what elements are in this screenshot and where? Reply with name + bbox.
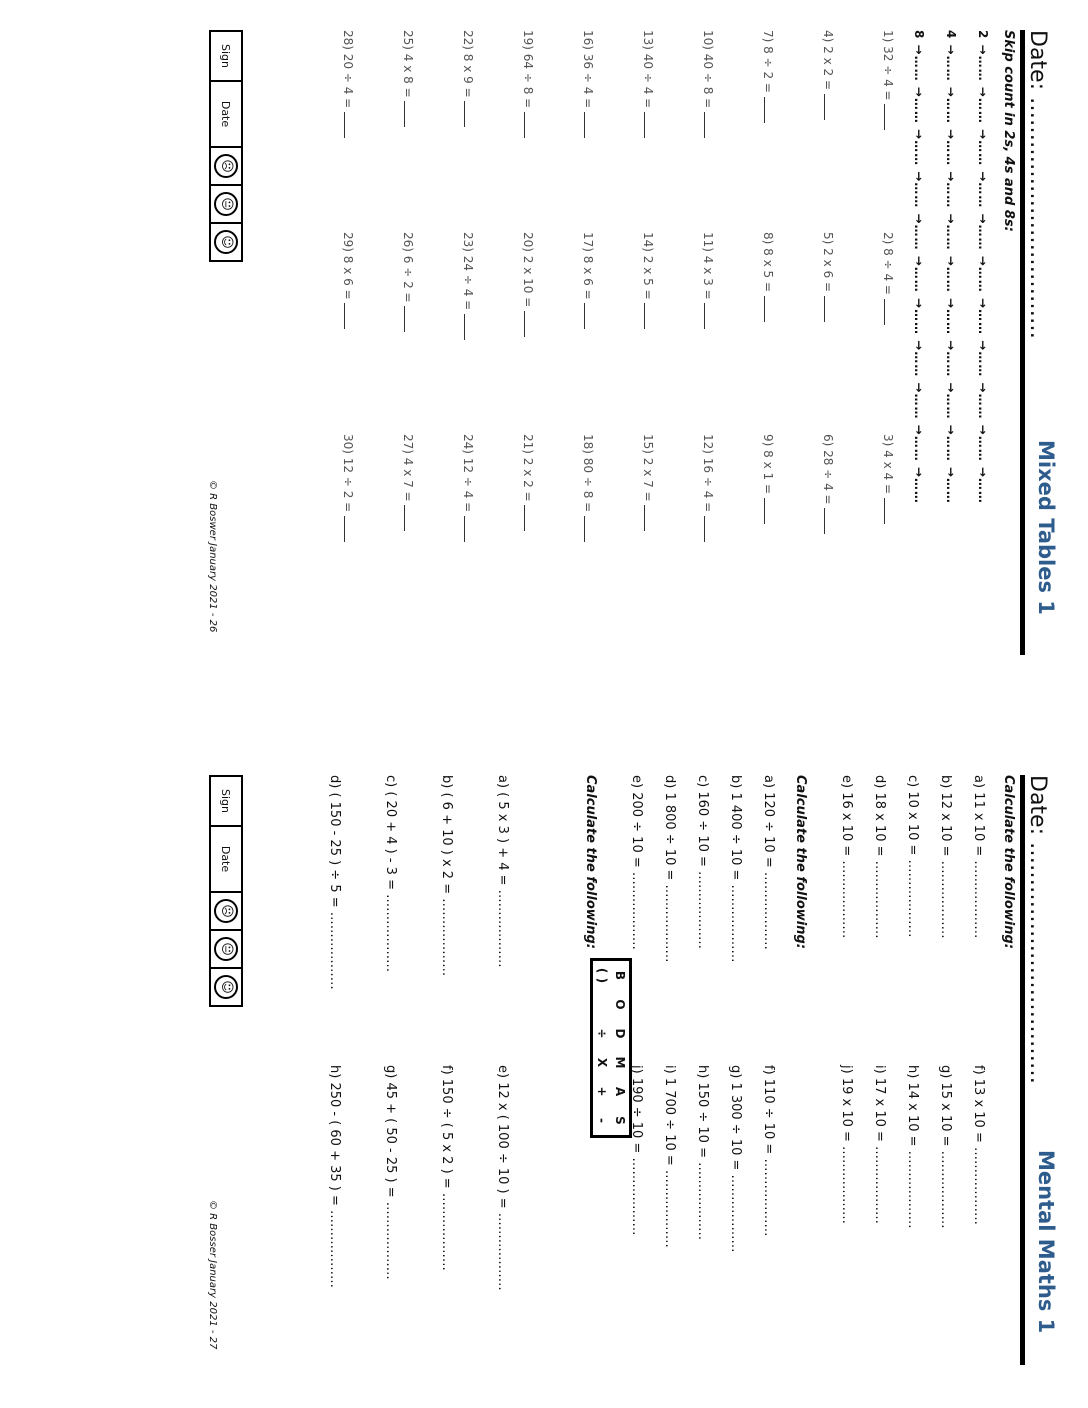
question <box>872 775 887 939</box>
left-date-label: Date: …………………………… <box>1025 30 1050 339</box>
answer-line[interactable] <box>704 112 716 138</box>
question <box>439 1065 454 1271</box>
question-text: 14) 2 x 5 = <box>641 232 655 300</box>
answer-line[interactable] <box>584 516 596 542</box>
question <box>383 775 398 972</box>
question-text: 13) 40 ÷ 4 = <box>641 30 655 109</box>
question <box>461 232 476 340</box>
bodmas-op: ÷ <box>595 1028 609 1039</box>
happy-face-icon[interactable]: ☺ <box>210 223 242 261</box>
question-text: 4) 2 x 2 = <box>821 30 835 90</box>
bodmas-letters <box>611 960 631 1137</box>
question <box>641 434 656 531</box>
question <box>761 232 776 322</box>
question <box>641 232 656 329</box>
question <box>521 30 536 138</box>
question <box>581 232 596 329</box>
section2-heading: Calculate the following: <box>793 775 808 949</box>
question <box>761 434 776 524</box>
question-text: 12) 16 ÷ 4 = <box>701 434 715 513</box>
question <box>701 30 716 138</box>
bodmas-letter: M <box>613 1056 627 1069</box>
question-text: 22) 8 x 9 = <box>461 30 475 98</box>
question-text: c) 10 x 10 = ……………… <box>905 775 920 938</box>
question <box>938 1065 953 1229</box>
question <box>401 30 416 127</box>
question-text: h) 14 x 10 = ……………… <box>905 1065 920 1229</box>
question-text: f) 13 x 10 = ……………… <box>971 1065 986 1225</box>
question <box>662 775 677 963</box>
answer-line[interactable] <box>764 296 776 322</box>
question <box>461 30 476 127</box>
question <box>461 434 476 542</box>
answer-line[interactable] <box>884 104 896 130</box>
right-date-label: Date: …………………………… <box>1025 775 1050 1084</box>
question-text: f) 110 ÷ 10 = ……………… <box>761 1065 776 1237</box>
question-text: g) 15 x 10 = ……………… <box>938 1065 953 1229</box>
neutral-face-icon[interactable]: 😐 <box>210 185 242 223</box>
question <box>401 232 416 332</box>
bodmas-op: + <box>595 1086 609 1097</box>
question-text: d) 1 800 ÷ 10 = ……………… <box>662 775 677 963</box>
question-text: i) 17 x 10 = ……………… <box>872 1065 887 1225</box>
question-text: 1) 32 ÷ 4 = <box>881 30 895 101</box>
question-text: 30) 12 ÷ 2 = <box>341 434 355 513</box>
question-text: 29) 8 x 6 = <box>341 232 355 300</box>
question <box>341 434 356 542</box>
question-text: c) ( 20 + 4 ) - 3 = ……………… <box>383 775 398 973</box>
question <box>641 30 656 138</box>
left-page-title: Mixed Tables 1 <box>1034 440 1058 615</box>
answer-line[interactable] <box>884 299 896 325</box>
question <box>327 1065 342 1288</box>
question <box>695 1065 710 1240</box>
question-text: i) 1 700 ÷ 10 = ……………… <box>662 1065 677 1248</box>
bodmas-op: X <box>595 1057 609 1068</box>
question <box>821 434 836 534</box>
answer-line[interactable] <box>524 505 536 531</box>
section3-heading: Calculate the following: <box>583 775 598 949</box>
date-cell: Date <box>210 826 242 892</box>
question <box>839 1065 854 1224</box>
question-text: j) 19 x 10 = ……………… <box>839 1065 854 1225</box>
answer-line[interactable] <box>824 94 836 120</box>
question-text: 20) 2 x 10 = <box>521 232 535 308</box>
bodmas-letter: D <box>613 1028 627 1039</box>
sad-face-icon[interactable]: ☹ <box>210 147 242 185</box>
question <box>938 775 953 939</box>
question-text: 15) 2 x 7 = <box>641 434 655 502</box>
question <box>383 1065 398 1280</box>
skip-arrows: →…… →…… →…… →…… →…… →…… →…… →…… →…… →…… →…… <box>912 44 926 504</box>
skip-start: 4 <box>944 30 958 40</box>
left-footer: © R Boswer January 2021 - 26 <box>207 480 218 633</box>
answer-line[interactable] <box>464 101 476 127</box>
question <box>761 775 776 950</box>
question-text: c) 160 ÷ 10 = ……………… <box>695 775 710 950</box>
question-text: a) ( 5 x 3 ) + 4 = ……………… <box>495 775 510 968</box>
question-text: 17) 8 x 6 = <box>581 232 595 300</box>
question <box>971 1065 986 1225</box>
question <box>341 30 356 138</box>
bodmas-letter: S <box>613 1116 627 1125</box>
skip-start: 2 <box>976 30 990 40</box>
question-text: 9) 8 x 1 = <box>761 434 775 494</box>
question <box>872 1065 887 1224</box>
question <box>839 775 854 938</box>
bodmas-op: - <box>595 1118 609 1123</box>
skip-arrows: →…… →…… →…… →…… →…… →…… →…… →…… →…… →…… →…… <box>976 44 990 504</box>
question-text: 21) 2 x 2 = <box>521 434 535 502</box>
question <box>821 30 836 120</box>
answer-line[interactable] <box>524 311 536 337</box>
neutral-face-icon[interactable]: 😐 <box>210 930 242 968</box>
question <box>521 434 536 531</box>
question <box>971 775 986 938</box>
question <box>581 30 596 138</box>
question <box>629 775 644 950</box>
bodmas-op <box>592 990 612 1019</box>
question-text: a) 120 ÷ 10 = ……………… <box>761 775 776 950</box>
question-text: 2) 8 ÷ 4 = <box>881 232 895 295</box>
skip-start: 8 <box>912 30 926 40</box>
question-text: 28) 20 ÷ 4 = <box>341 30 355 109</box>
date-cell: Date <box>210 81 242 147</box>
question-text: b) 12 x 10 = ……………… <box>938 775 953 939</box>
question-text: 26) 6 ÷ 2 = <box>401 232 415 303</box>
left-instruction: Skip count in 2s, 4s and 8s: <box>1001 30 1016 232</box>
sign-cell: Sign <box>210 776 242 826</box>
question-text: 27) 4 x 7 = <box>401 434 415 502</box>
answer-line[interactable] <box>764 97 776 123</box>
question <box>701 232 716 329</box>
question <box>662 1065 677 1248</box>
question <box>761 1065 776 1236</box>
question-text: e) 12 x ( 100 ÷ 10 ) = ……………… <box>495 1065 510 1291</box>
answer-line[interactable] <box>644 303 656 329</box>
question-text: g) 1 300 ÷ 10 = ……………… <box>728 1065 743 1253</box>
answer-line[interactable] <box>584 303 596 329</box>
question-text: 6) 28 ÷ 4 = <box>821 434 835 505</box>
right-footer: © R Bosser January 2021 - 27 <box>207 1200 218 1350</box>
right-page-title: Mental Maths 1 <box>1034 1150 1058 1334</box>
question <box>761 30 776 123</box>
right-sign-box <box>209 775 243 1007</box>
question-text: h) 250 - ( 60 + 35 ) = ……………… <box>327 1065 342 1289</box>
answer-line[interactable] <box>344 516 356 542</box>
sign-cell: Sign <box>210 31 242 81</box>
question-text: b) 1 400 ÷ 10 = ……………… <box>728 775 743 963</box>
question-text: b) ( 6 + 10 ) x 2 = ……………… <box>439 775 454 977</box>
question-text: d) 18 x 10 = ……………… <box>872 775 887 939</box>
question <box>701 434 716 542</box>
bodmas-box <box>590 958 632 1138</box>
question <box>728 1065 743 1253</box>
question <box>581 434 596 542</box>
question-text: 5) 2 x 6 = <box>821 232 835 292</box>
question-text: e) 16 x 10 = ……………… <box>839 775 854 939</box>
question <box>728 775 743 963</box>
question-text: 24) 12 ÷ 4 = <box>461 434 475 513</box>
answer-line[interactable] <box>404 306 416 332</box>
left-sign-box <box>209 30 243 262</box>
question-text: f) 150 ÷ ( 5 x 2 ) = ……………… <box>439 1065 454 1271</box>
question <box>439 775 454 976</box>
answer-line[interactable] <box>464 516 476 542</box>
question <box>821 232 836 322</box>
bodmas-letter: B <box>613 970 627 981</box>
answer-line[interactable] <box>704 516 716 542</box>
answer-line[interactable] <box>464 314 476 340</box>
happy-face-icon[interactable]: ☺ <box>210 968 242 1006</box>
question-text: 25) 4 x 8 = <box>401 30 415 98</box>
question-text: d) ( 150 - 25 ) ÷ 5 = ……………… <box>327 775 342 990</box>
answer-line[interactable] <box>644 505 656 531</box>
answer-line[interactable] <box>704 303 716 329</box>
question-text: 18) 80 ÷ 8 = <box>581 434 595 513</box>
question <box>881 232 896 325</box>
question-text: a) 11 x 10 = ……………… <box>971 775 986 939</box>
question-text: 10) 40 ÷ 8 = <box>701 30 715 109</box>
section1-heading: Calculate the following: <box>1001 775 1016 949</box>
question-text: h) 150 ÷ 10 = ……………… <box>695 1065 710 1241</box>
answer-line[interactable] <box>404 505 416 531</box>
answer-line[interactable] <box>884 498 896 524</box>
question-text: 11) 4 x 3 = <box>701 232 715 300</box>
bodmas-op: ( ) <box>595 967 609 984</box>
bodmas-letter: O <box>613 999 627 1010</box>
skip-row-4 <box>944 30 958 504</box>
answer-line[interactable] <box>824 296 836 322</box>
answer-line[interactable] <box>584 112 596 138</box>
question <box>881 30 896 130</box>
question <box>341 232 356 329</box>
answer-line[interactable] <box>344 303 356 329</box>
bodmas-letter: A <box>613 1086 627 1097</box>
question <box>521 232 536 337</box>
question <box>881 434 896 524</box>
question <box>495 775 510 968</box>
right-title-rule <box>1020 775 1025 1365</box>
answer-line[interactable] <box>344 112 356 138</box>
answer-line[interactable] <box>824 508 836 534</box>
question-text: 19) 64 ÷ 8 = <box>521 30 535 109</box>
question-text: 23) 24 ÷ 4 = <box>461 232 475 311</box>
question-text: g) 45 + ( 50 - 25 ) = ……………… <box>383 1065 398 1280</box>
question-text: 3) 4 x 4 = <box>881 434 895 494</box>
question-text: 7) 8 ÷ 2 = <box>761 30 775 93</box>
left-title-rule <box>1020 30 1025 655</box>
question <box>695 775 710 949</box>
skip-row-2 <box>976 30 990 504</box>
answer-line[interactable] <box>524 112 536 138</box>
question <box>905 775 920 938</box>
skip-row-8 <box>912 30 926 504</box>
answer-line[interactable] <box>644 112 656 138</box>
skip-arrows: →…… →…… →…… →…… →…… →…… →…… →…… →…… →…… →…… <box>944 44 958 504</box>
question-text: 8) 8 x 5 = <box>761 232 775 292</box>
question-text: 16) 36 ÷ 4 = <box>581 30 595 109</box>
question <box>327 775 342 990</box>
question-text: e) 200 ÷ 10 = ……………… <box>629 775 644 950</box>
question-text: j) 190 ÷ 10 = ……………… <box>629 1065 644 1236</box>
question <box>401 434 416 531</box>
answer-line[interactable] <box>764 498 776 524</box>
sad-face-icon[interactable]: ☹ <box>210 892 242 930</box>
bodmas-ops <box>592 960 612 1137</box>
question <box>905 1065 920 1229</box>
answer-line[interactable] <box>404 101 416 127</box>
question <box>495 1065 510 1291</box>
